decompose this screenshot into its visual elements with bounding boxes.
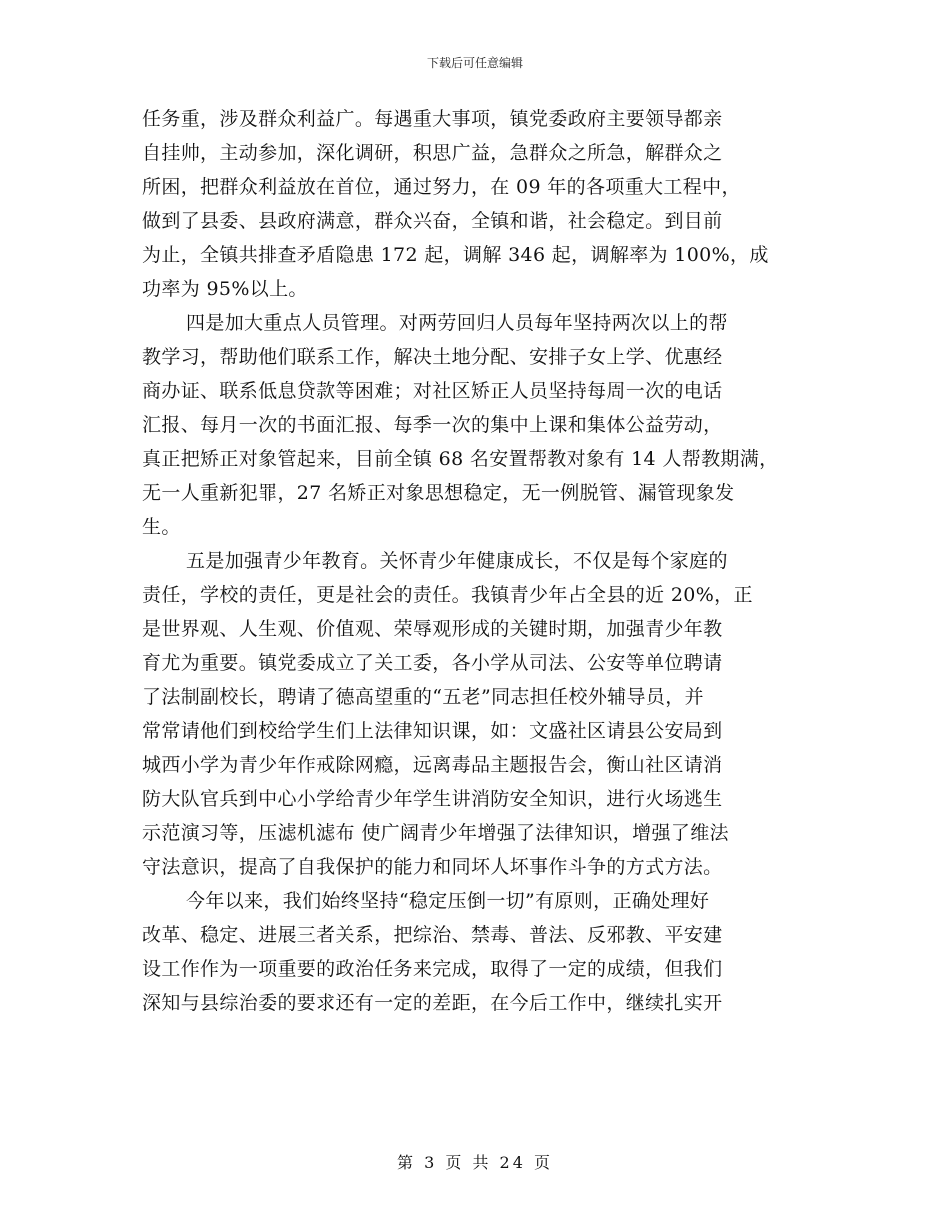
- page-header: 下载后可任意编辑: [426, 56, 523, 70]
- text-line: 商办证、联系低息贷款等困难；对社区矫正人员坚持每周一次的电话: [142, 380, 723, 402]
- text-line: 真正把矫正对象管起来，目前全镇 68 名安置帮教对象有 14 人帮教期满，: [142, 448, 779, 470]
- page-footer: 第 3 页 共 24 页: [397, 1153, 553, 1172]
- text-line: 自挂帅，主动参加，深化调研，积思广益，急群众之所急，解群众之: [142, 142, 723, 164]
- text-line: 常常请他们到校给学生们上法律知识课，如：文盛社区请县公安局到: [142, 720, 723, 742]
- text-line: 汇报、每月一次的书面汇报、每季一次的集中上课和集体公益劳动，: [142, 414, 723, 436]
- text-line: 示范演习等，压滤机滤布 使广阔青少年增强了法律知识，增强了维法: [142, 822, 729, 844]
- text-line: 五是加强青少年教育。关怀青少年健康成长，不仅是每个家庭的: [186, 550, 728, 572]
- text-line: 了法制副校长，聘请了德高望重的“五老”同志担任校外辅导员，并: [142, 686, 704, 708]
- text-line: 教学习，帮助他们联系工作，解决土地分配、安排子女上学、优惠经: [142, 346, 723, 368]
- text-line: 四是加大重点人员管理。对两劳回归人员每年坚持两次以上的帮: [186, 312, 728, 334]
- text-line: 设工作作为一项重要的政治任务来完成，取得了一定的成绩，但我们: [142, 958, 723, 980]
- text-line: 生。: [142, 516, 181, 538]
- text-line: 为止，全镇共排查矛盾隐患 172 起，调解 346 起，调解率为 100%，成: [142, 244, 769, 266]
- text-line: 深知与县综治委的要求还有一定的差距，在今后工作中，继续扎实开: [142, 992, 723, 1014]
- text-line: 城西小学为青少年作戒除网瘾，远离毒品主题报告会，衡山社区请消: [142, 754, 723, 776]
- text-line: 做到了县委、县政府满意，群众兴奋，全镇和谐，社会稳定。到目前: [142, 210, 723, 232]
- text-line: 无一人重新犯罪，27 名矫正对象思想稳定，无一例脱管、漏管现象发: [142, 482, 735, 504]
- text-line: 任务重，涉及群众利益广。每遇重大事项，镇党委政府主要领导都亲: [142, 108, 723, 130]
- text-line: 是世界观、人生观、价值观、荣辱观形成的关键时期，加强青少年教: [142, 618, 723, 640]
- text-line: 防大队官兵到中心小学给青少年学生讲消防安全知识，进行火场逃生: [142, 788, 723, 810]
- text-line: 今年以来，我们始终坚持“稳定压倒一切”有原则，正确处理好: [186, 890, 710, 912]
- text-line: 功率为 95%以上。: [142, 278, 308, 300]
- text-line: 改革、稳定、进展三者关系，把综治、禁毒、普法、反邪教、平安建: [142, 924, 723, 946]
- text-line: 育尤为重要。镇党委成立了关工委，各小学从司法、公安等单位聘请: [142, 652, 723, 674]
- text-line: 所困，把群众利益放在首位，通过努力，在 09 年的各项重大工程中，: [142, 176, 741, 198]
- text-line: 责任，学校的责任，更是社会的责任。我镇青少年占全县的近 20%，正: [142, 584, 753, 606]
- text-line: 守法意识，提高了自我保护的能力和同坏人坏事作斗争的方式方法。: [142, 856, 723, 878]
- document-body: [142, 102, 810, 1020]
